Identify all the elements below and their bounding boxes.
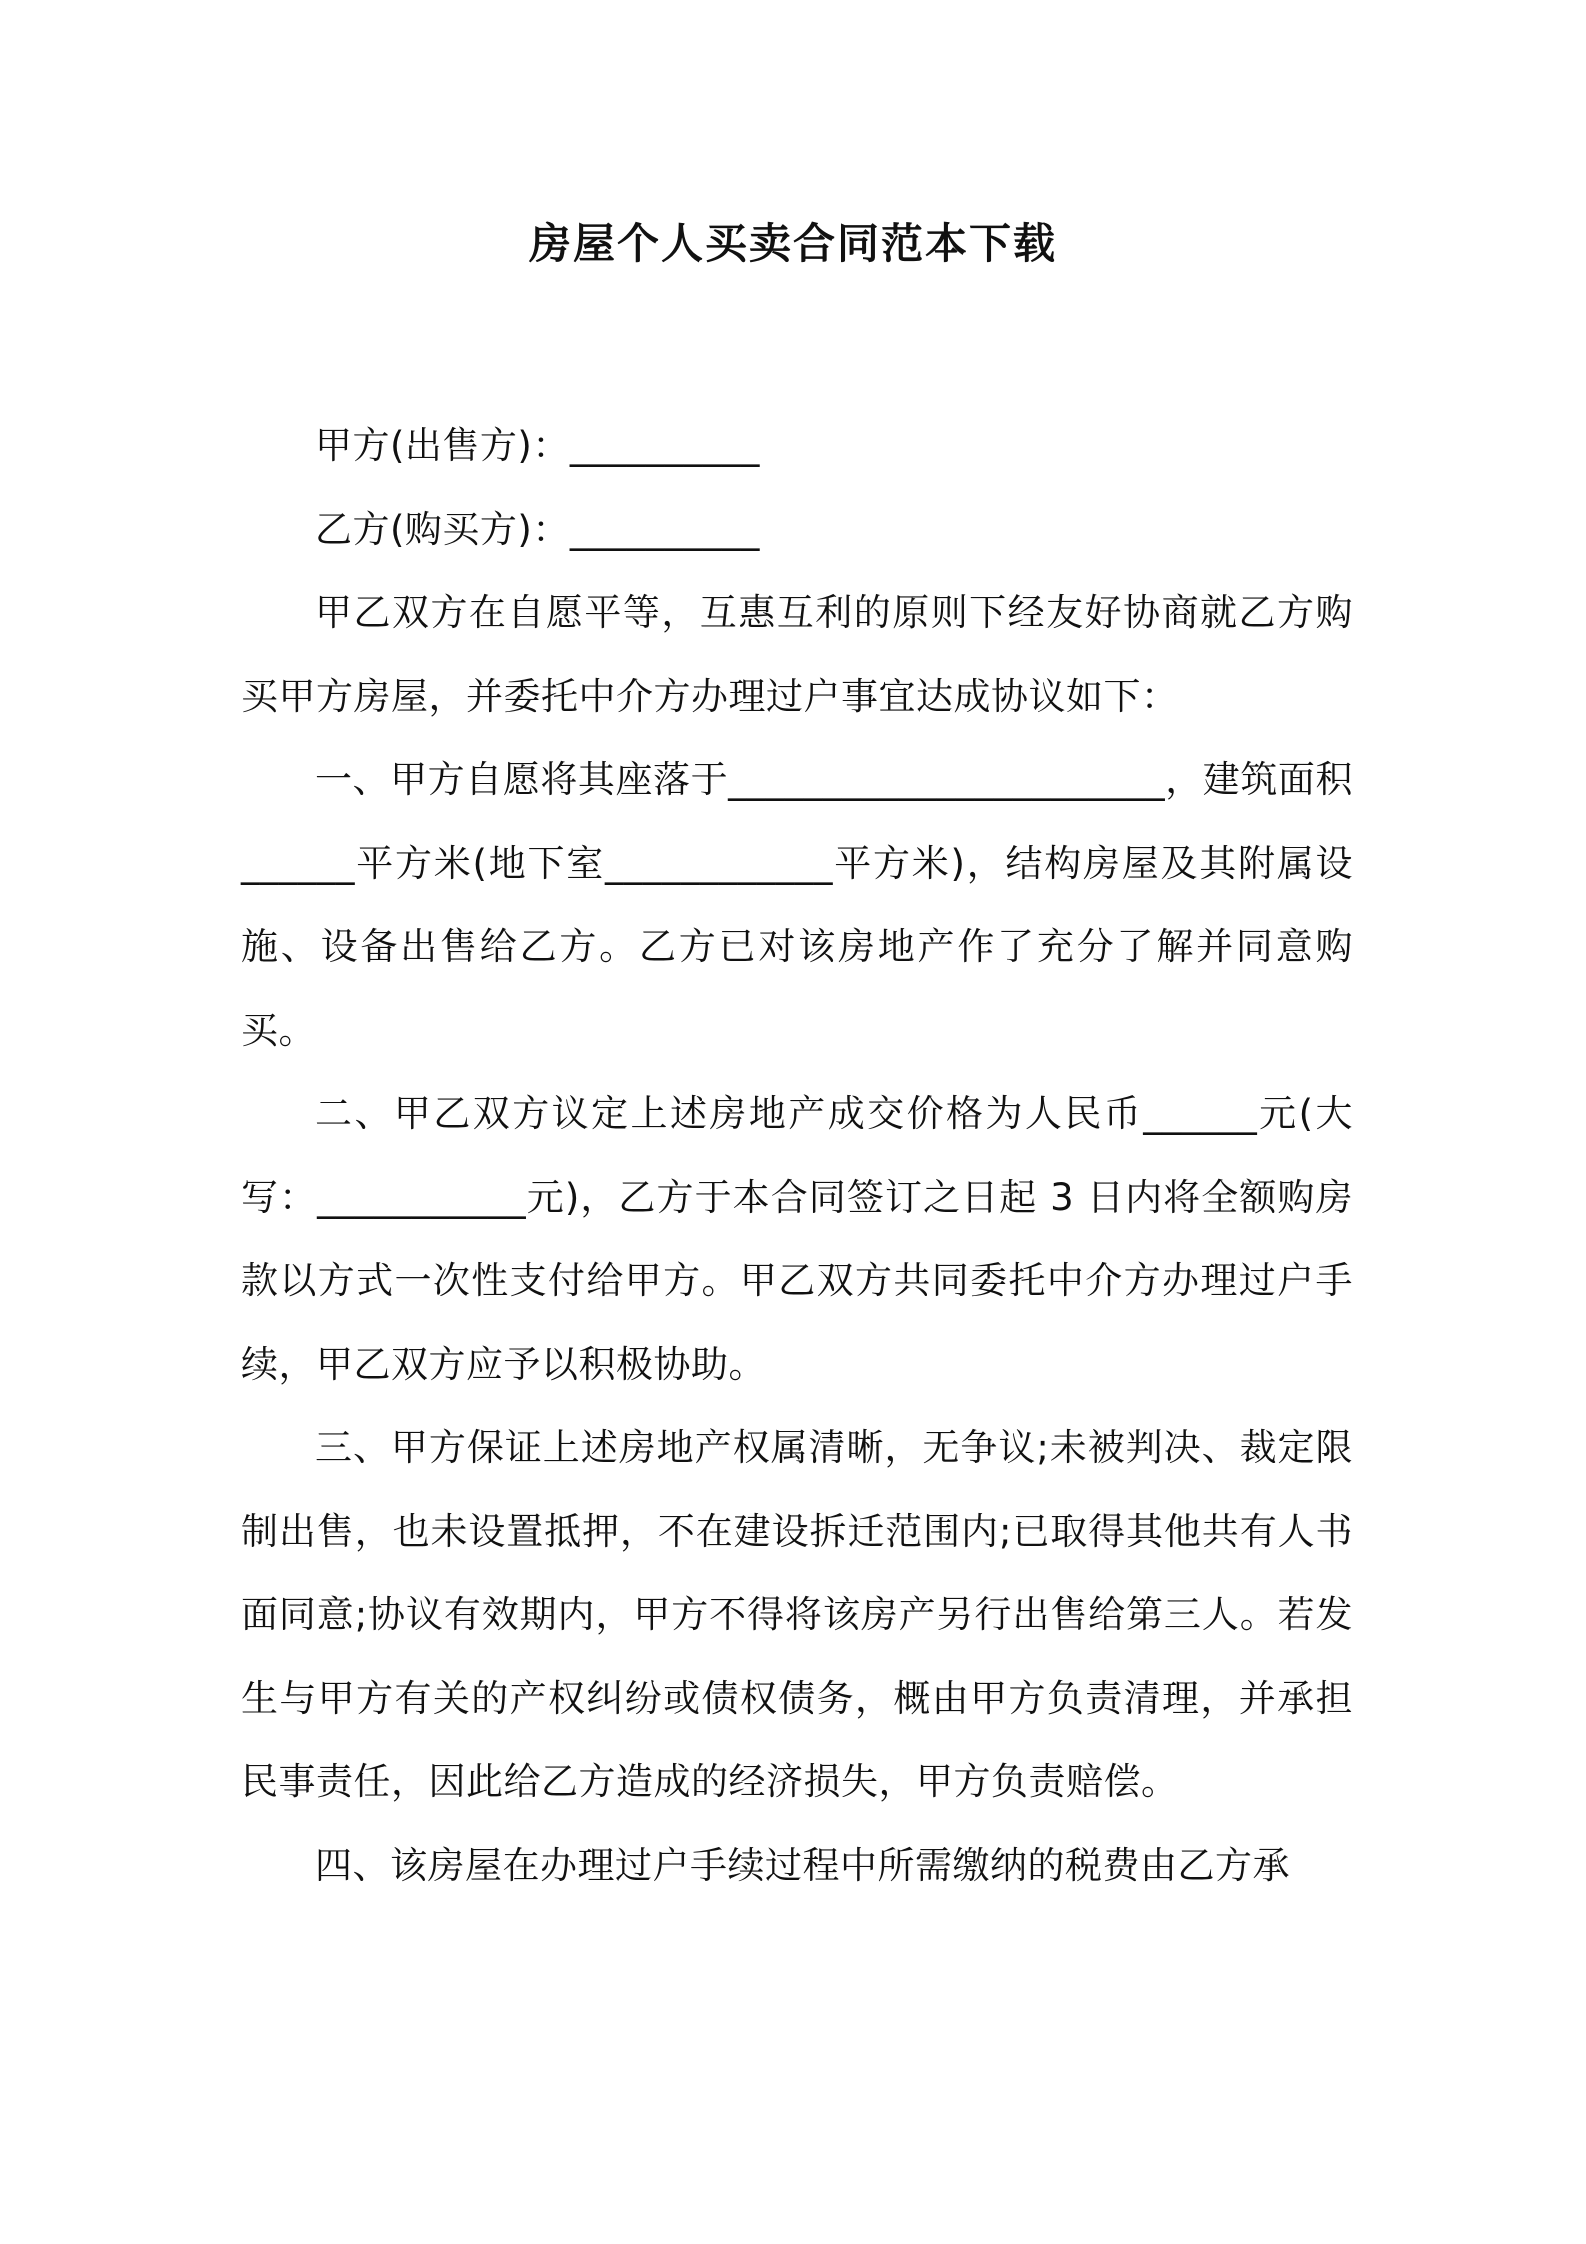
party-b-line: 乙方(购买方)：__________	[315, 507, 760, 551]
clause-4-paragraph: 四、该房屋在办理过户手续过程中所需缴纳的税费由乙方承	[315, 1843, 1290, 1887]
clause-1-paragraph: 一、甲方自愿将其座落于_______________________，建筑面积______平方米(地下室____________平方米)，结构房屋及其附属设施、设备出售给乙方。乙方已对该房地产作了充分了解并同意购买。	[241, 758, 1353, 1052]
document-title: 房屋个人买卖合同范本下载	[528, 219, 1057, 268]
intro-paragraph: 甲乙双方在自愿平等，互惠互利的原则下经友好协商就乙方购买甲方房屋，并委托中介方办理过户事宜达成协议如下：	[241, 591, 1353, 718]
clause-2-paragraph: 二、甲乙双方议定上述房地产成交价格为人民币______元(大写：___________元)，乙方于本合同签订之日起 3 日内将全额购房款以方式一次性支付给甲方。甲乙双方共同委托中介方办理过户手续，甲乙双方应予以积极协助。	[241, 1092, 1353, 1386]
clause-3-paragraph: 三、甲方保证上述房地产权属清晰，无争议;未被判决、裁定限制出售，也未设置抵押，不在建设拆迁范围内;已取得其他共有人书面同意;协议有效期内，甲方不得将该房产另行出售给第三人。若发生与甲方有关的产权纠纷或债权债务，概由甲方负责清理，并承担民事责任，因此给乙方造成的经济损失，甲方负责赔偿。	[241, 1426, 1353, 1803]
party-a-line: 甲方(出售方)：__________	[315, 424, 760, 467]
document-body	[241, 404, 1353, 1907]
